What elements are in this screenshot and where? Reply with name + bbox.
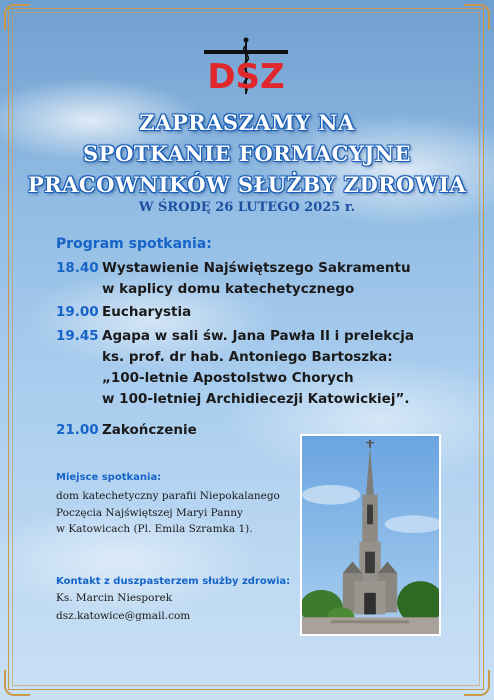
corner-ornament: [4, 4, 30, 30]
svg-text:DSZ: DSZ: [207, 57, 285, 96]
program-line: Wystawienie Najświętszego Sakramentu: [102, 260, 411, 276]
place-label: Miejsce spotkania:: [56, 472, 162, 483]
program-line: „100-letnie Apostolstwo Chorych: [102, 370, 354, 386]
contact-name: Ks. Marcin Niesporek: [56, 592, 173, 604]
church-photo: [300, 434, 441, 636]
program-heading: Program spotkania:: [56, 236, 212, 252]
program-description: [102, 420, 197, 441]
headline-line-2: SPOTKANIE FORMACYJNE: [83, 141, 411, 166]
program-time: 19.45: [56, 328, 99, 344]
contact-label: Kontakt z duszpasterzem służby zdrowia:: [56, 576, 291, 587]
caduceus-icon: [200, 36, 292, 96]
headline-line-1: ZAPRASZAMY NA: [139, 110, 355, 135]
dsz-logo: [200, 36, 292, 96]
program-time: 21.00: [56, 422, 99, 438]
program-description: [102, 258, 411, 300]
program-line: w kaplicy domu katechetycznego: [102, 281, 355, 297]
program-line: Zakończenie: [102, 422, 197, 438]
corner-ornament: [464, 4, 490, 30]
contact-email-link[interactable]: dsz.katowice@gmail.com: [56, 610, 191, 622]
corner-ornament: [464, 670, 490, 696]
program-description: [102, 302, 191, 323]
program-line: ks. prof. dr hab. Antoniego Bartoszka:: [102, 349, 393, 365]
program-time: 18.40: [56, 260, 99, 276]
place-line: Poczęcia Najświętszej Maryi Panny: [56, 506, 243, 519]
program-time: 19.00: [56, 304, 99, 320]
place-line: dom katechetyczny parafii Niepokalanego: [56, 490, 280, 502]
corner-ornament: [4, 670, 30, 696]
program-line: w 100-letniej Archidiecezji Katowickiej”.: [102, 391, 410, 407]
event-date: W ŚRODĘ 26 LUTEGO 2025 r.: [138, 200, 356, 215]
program-description: [102, 326, 414, 410]
headline-line-3: PRACOWNIKÓW SŁUŻBY ZDROWIA: [27, 172, 467, 197]
place-address: [56, 488, 280, 538]
place-line: w Katowicach (Pl. Emila Szramka 1).: [56, 523, 253, 535]
program-line: Agapa w sali św. Jana Pawła II i prelekcja: [102, 328, 414, 344]
program-line: Eucharystia: [102, 304, 192, 320]
